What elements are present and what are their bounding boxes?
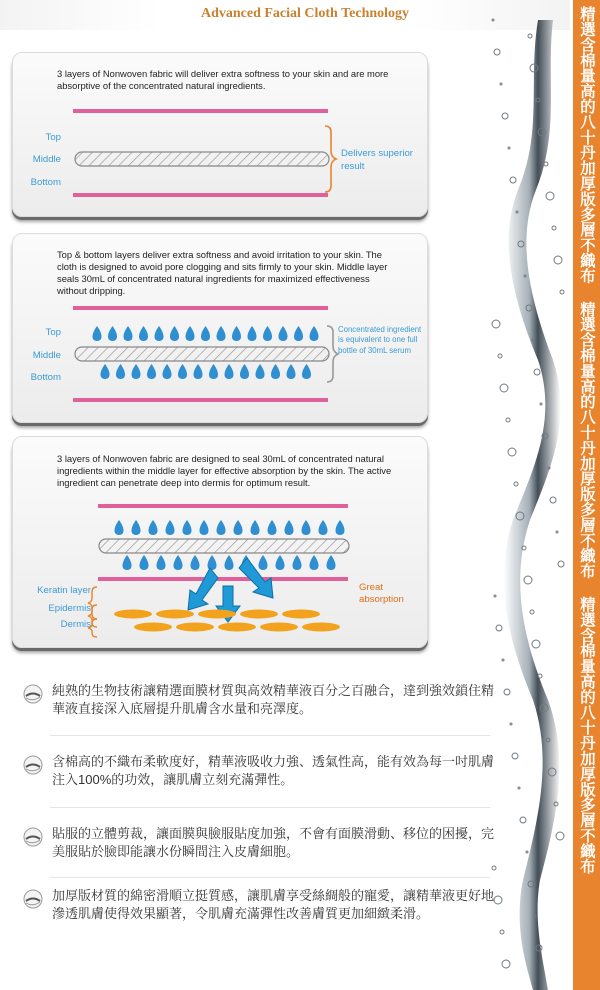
droplet-icon <box>163 364 172 379</box>
bubble <box>502 960 510 968</box>
bubble <box>492 320 500 328</box>
droplet-icon <box>200 520 209 535</box>
droplet-icon <box>336 520 345 535</box>
droplet-icon <box>101 364 110 379</box>
bubble <box>502 659 504 661</box>
droplet-icon <box>93 326 102 341</box>
label-top: Top <box>45 132 61 143</box>
bubble <box>500 384 508 392</box>
droplet-icon <box>209 364 218 379</box>
bubble <box>508 147 510 149</box>
bubble <box>494 595 496 597</box>
bubble <box>540 403 542 405</box>
droplet-icon <box>166 520 175 535</box>
label-top: Top <box>45 327 61 338</box>
bubble <box>520 817 526 823</box>
cotton-pad-icon <box>22 683 44 705</box>
droplet-icon <box>208 555 217 570</box>
side-banner <box>573 0 600 990</box>
droplet-icon <box>293 555 302 570</box>
label-middle: Middle <box>32 350 61 361</box>
droplet-icon <box>294 326 303 341</box>
droplet-icon <box>183 520 192 535</box>
bubble <box>552 226 556 230</box>
droplet-icon <box>259 555 268 570</box>
cotton-pad-icon <box>22 754 44 776</box>
droplet-icon <box>201 326 210 341</box>
bullet-item <box>22 887 502 949</box>
bullet-text: 貼服的立體剪裁，讓面膜與臉服貼度加強，不會有面膜滑動、移位的困擾，完美服貼於臉即能讓水份瞬間注入皮膚細胞。 <box>52 826 495 859</box>
bullet-text: 加厚版材質的綿密滑順立挺質感，讓肌膚享受絲綢般的寵愛，讓精華液更好地滲透肌膚使得效果顯著，令肌膚充滿彈性改善膚質更加細緻柔滑。 <box>52 888 495 921</box>
bottom-layer-line <box>73 193 328 197</box>
droplet-icon <box>174 555 183 570</box>
middle-layer <box>99 539 349 553</box>
bubble <box>508 448 516 456</box>
absorption-diagram <box>13 437 429 649</box>
bubble <box>532 640 540 648</box>
droplets-lower <box>101 364 312 379</box>
droplet-icon <box>302 364 311 379</box>
top-layer-line <box>73 109 328 113</box>
droplet-icon <box>310 326 319 341</box>
droplet-icon <box>225 555 234 570</box>
droplet-icon <box>124 326 133 341</box>
dermis-cell <box>260 623 298 632</box>
label-dermis: Dermis <box>60 619 91 630</box>
bubble <box>546 192 554 200</box>
bubble <box>496 625 502 631</box>
panel-absorption <box>12 436 428 648</box>
bubble <box>506 418 510 422</box>
droplets-upper <box>115 520 345 535</box>
bubble <box>560 290 564 294</box>
label-middle: Middle <box>32 154 61 165</box>
droplet-icon <box>123 555 132 570</box>
droplet-icon <box>225 364 234 379</box>
dermis-cell <box>114 610 152 619</box>
divider <box>50 877 490 878</box>
droplet-icon <box>116 364 125 379</box>
droplet-icon <box>132 364 141 379</box>
bubble <box>556 832 564 840</box>
droplet-icon <box>170 326 179 341</box>
droplet-icon <box>240 364 249 379</box>
panel-seal-serum <box>12 233 428 423</box>
bullet-item <box>22 682 502 726</box>
bubble <box>498 354 502 358</box>
divider <box>50 735 490 736</box>
dermis-cell <box>282 610 320 619</box>
droplet-icon <box>310 555 319 570</box>
bubble <box>558 561 564 567</box>
cotton-pad-icon <box>22 888 44 910</box>
bubble <box>556 531 558 533</box>
bullet-text: 純熟的生物技術讓精選面膜材質與高效精華液百分之百融合，達到強效鎖住精華液直接深入底層提升肌膚含水量和亮澤度。 <box>52 683 495 716</box>
droplet-icon <box>327 555 336 570</box>
bubble <box>554 256 562 264</box>
droplet-icon <box>287 364 296 379</box>
label-bottom: Bottom <box>30 177 61 188</box>
droplet-icon <box>178 364 187 379</box>
bubble <box>518 787 520 789</box>
note-superior: Delivers superior result <box>341 148 413 172</box>
droplet-icon <box>157 555 166 570</box>
panel-three-layers <box>12 52 428 217</box>
top-layer-line <box>73 306 328 310</box>
bubble <box>528 34 532 38</box>
droplet-icon <box>279 326 288 341</box>
page-title: Advanced Facial Cloth Technology <box>200 6 410 21</box>
dermis-cell <box>302 623 340 632</box>
droplet-icon <box>248 326 257 341</box>
bubble <box>526 851 528 853</box>
droplet-icon <box>139 326 148 341</box>
bullet-text: 含棉高的不織布柔軟度好，精華液吸收力強、透氣性高，能有效為每一吋肌膚注入100%的功效，讓肌膚立刻充滿彈性。 <box>52 754 495 787</box>
droplet-icon <box>251 520 260 535</box>
bullet-item <box>22 825 502 869</box>
layer-diagram-1 <box>13 53 429 218</box>
arrow-left-icon <box>188 568 218 610</box>
bubble <box>550 497 556 503</box>
droplet-icon <box>147 364 156 379</box>
top-layer-line <box>98 504 348 508</box>
droplet-icon <box>132 520 141 535</box>
bubble <box>510 177 516 183</box>
bottom-layer-line <box>98 577 348 581</box>
bottom-layer-line <box>73 398 328 402</box>
droplet-icon <box>319 520 328 535</box>
droplet-icon <box>302 520 311 535</box>
droplet-icon <box>155 326 164 341</box>
droplets-upper <box>93 326 319 341</box>
middle-layer <box>75 347 329 361</box>
side-banner-text: 精選含棉量高的八十丹加厚版多層不織布 精選含棉量高的八十丹加厚版多層不織布 精選含棉量高的八十丹加厚版多層不織布 <box>578 6 596 874</box>
panel1-description: 3 layers of Nonwoven fabric will deliver extra softness to your skin and are more absorptive of the concentrated natural ingredients. <box>57 68 389 91</box>
droplet-icon <box>268 520 277 535</box>
droplet-icon <box>194 364 203 379</box>
dermis-cell <box>134 623 172 632</box>
bubble <box>502 113 508 119</box>
bubble <box>492 19 494 21</box>
bubble <box>512 753 518 759</box>
droplet-icon <box>191 555 200 570</box>
droplet-icon <box>276 555 285 570</box>
divider <box>50 807 490 808</box>
bubble <box>514 482 518 486</box>
dermis-cell <box>240 610 278 619</box>
bubble <box>534 369 540 375</box>
droplet-icon <box>232 326 241 341</box>
bubble <box>494 49 500 55</box>
dermis-cell <box>218 623 256 632</box>
panel3-description: 3 layers of Nonwoven fabric are designed to seal 30mL of concentrated natural ingredients within the middle layer for effective absorption by the skin. The active ingredient can penetrate deep into dermis for optimum result. <box>57 453 392 488</box>
cotton-pad-icon <box>22 826 44 848</box>
droplet-icon <box>263 326 272 341</box>
bubble <box>530 610 534 614</box>
droplet-icon <box>108 326 117 341</box>
droplet-icon <box>186 326 195 341</box>
label-bottom: Bottom <box>30 372 61 383</box>
bubble <box>510 723 512 725</box>
bubble <box>500 83 502 85</box>
dermis-cell <box>176 623 214 632</box>
droplet-icon <box>115 520 124 535</box>
droplet-icon <box>234 520 243 535</box>
middle-layer <box>75 152 329 166</box>
label-keratin: Keratin layer <box>37 585 91 596</box>
droplet-icon <box>217 520 226 535</box>
dermis-cell <box>156 610 194 619</box>
dermis-cell <box>198 610 236 619</box>
droplet-icon <box>285 520 294 535</box>
droplets-lower <box>123 555 336 570</box>
droplet-icon <box>140 555 149 570</box>
panel2-description: Top & bottom layers deliver extra softness and avoid irritation to your skin. The cloth is designed to avoid pore clogging and sits firmly to your skin. Middle layer seals 30mL of concentrated natural ingredients for maximized effectiveness without dripping. <box>57 249 388 296</box>
bubble <box>524 576 532 584</box>
droplet-icon <box>149 520 158 535</box>
note-great-absorption: Great absorption <box>359 582 404 605</box>
droplet-icon <box>217 326 226 341</box>
note-concentrated: Concentrated ingredient is equivalent to one full bottle of 30mL serum <box>338 325 422 355</box>
bubble <box>544 162 548 166</box>
bullet-item <box>22 753 502 797</box>
droplet-icon <box>256 364 265 379</box>
droplet-icon <box>271 364 280 379</box>
label-epidermis: Epidermis <box>48 603 91 614</box>
bubble <box>504 689 510 695</box>
